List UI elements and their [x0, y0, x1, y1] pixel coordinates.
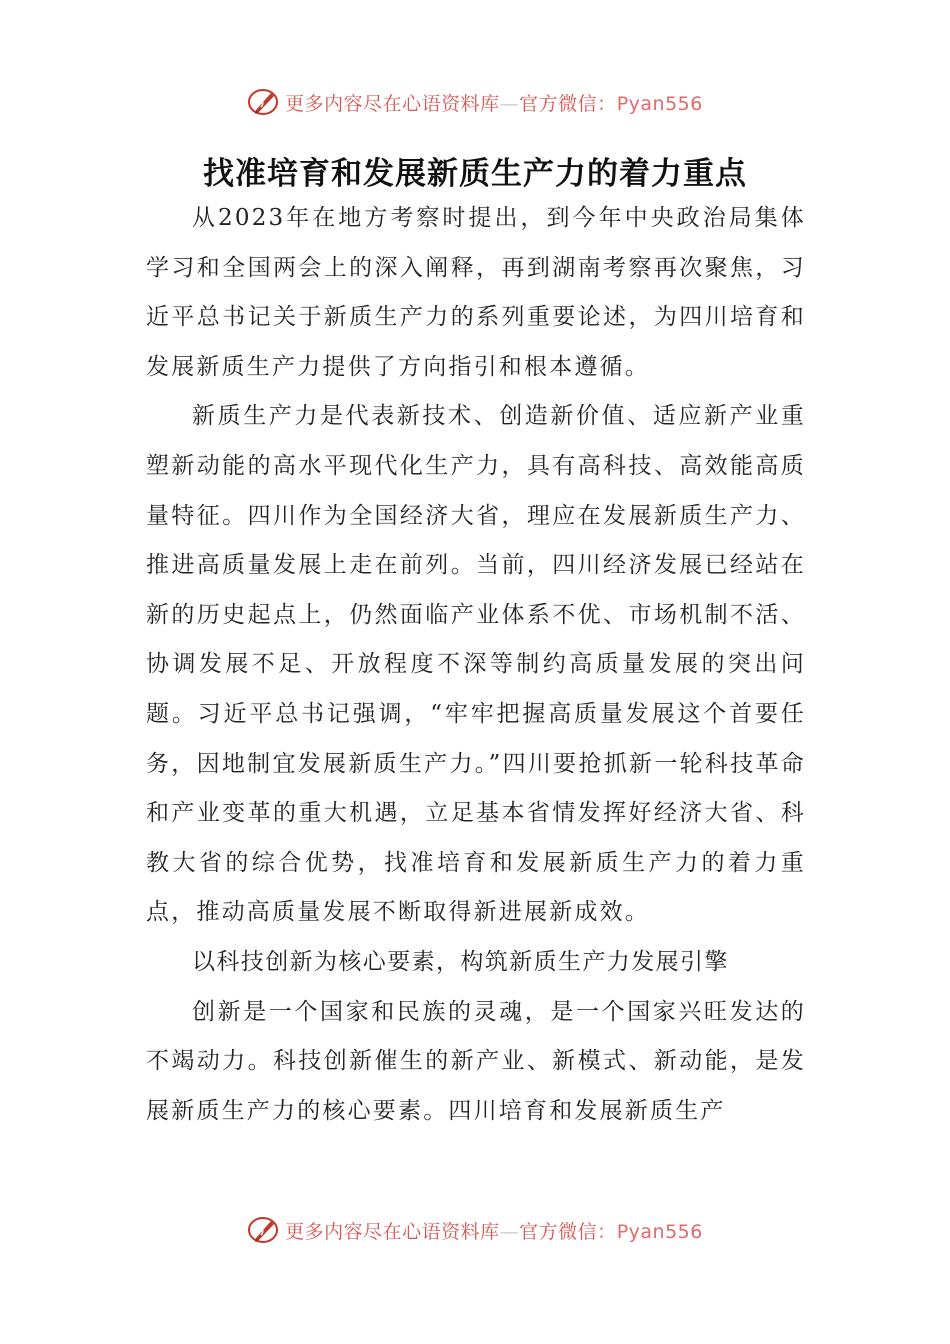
watermark-main: 更多内容尽在心语资料库 — [285, 1220, 500, 1243]
watermark-text — [285, 89, 703, 116]
watermark-suffix: 官方微信： — [519, 92, 617, 115]
watermark-wechat: Pyan556 — [616, 1220, 703, 1243]
watermark-dash: — — [499, 92, 520, 115]
paragraph-1: 从2023年在地方考察时提出，到今年中央政治局集体学习和全国两会上的深入阐释，再到湖南考察再次聚焦，习近平总书记关于新质生产力的系列重要论述，为四川培育和发展新质生产力提供了方向指引和根本遵循。 — [146, 205, 806, 380]
paragraph-2: 新质生产力是代表新技术、创造新价值、适应新产业重塑新动能的高水平现代化生产力，具有高科技、高效能高质量特征。四川作为全国经济大省，理应在发展新质生产力、推进高质量发展上走在前列。当前，四川经济发展已经站在新的历史起点上，仍然面临产业体系不优、市场机制不活、协调发展不足、开放程度不深等制约高质量发展的突出问题。习近平总书记强调，“牢牢把握高质量发展这个首要任务，因地制宜发展新质生产力。”四川要抢抓新一轮科技革命和产业变革的重大机遇，立足基本省情发挥好经济大省、科教大省的综合优势，找准培育和发展新质生产力的着力重点，推动高质量发展不断取得新进展新成效。 — [146, 403, 806, 926]
watermark-main: 更多内容尽在心语资料库 — [285, 92, 500, 115]
watermark-dash: — — [499, 1220, 520, 1243]
watermark-suffix: 官方微信： — [519, 1220, 617, 1243]
watermark-footer — [0, 1210, 950, 1250]
pen-logo-icon — [247, 85, 281, 119]
watermark-header — [0, 82, 950, 122]
document-body — [146, 194, 806, 1136]
pen-logo-icon — [247, 1213, 281, 1247]
paragraph-3: 创新是一个国家和民族的灵魂，是一个国家兴旺发达的不竭动力。科技创新催生的新产业、新模式、新动能，是发展新质生产力的核心要素。四川培育和发展新质生产 — [146, 998, 806, 1124]
section-heading: 以科技创新为核心要素，构筑新质生产力发展引擎 — [192, 948, 729, 975]
document-title: 找准培育和发展新质生产力的着力重点 — [203, 156, 747, 192]
watermark-wechat: Pyan556 — [616, 92, 703, 115]
watermark-text — [285, 1217, 703, 1244]
